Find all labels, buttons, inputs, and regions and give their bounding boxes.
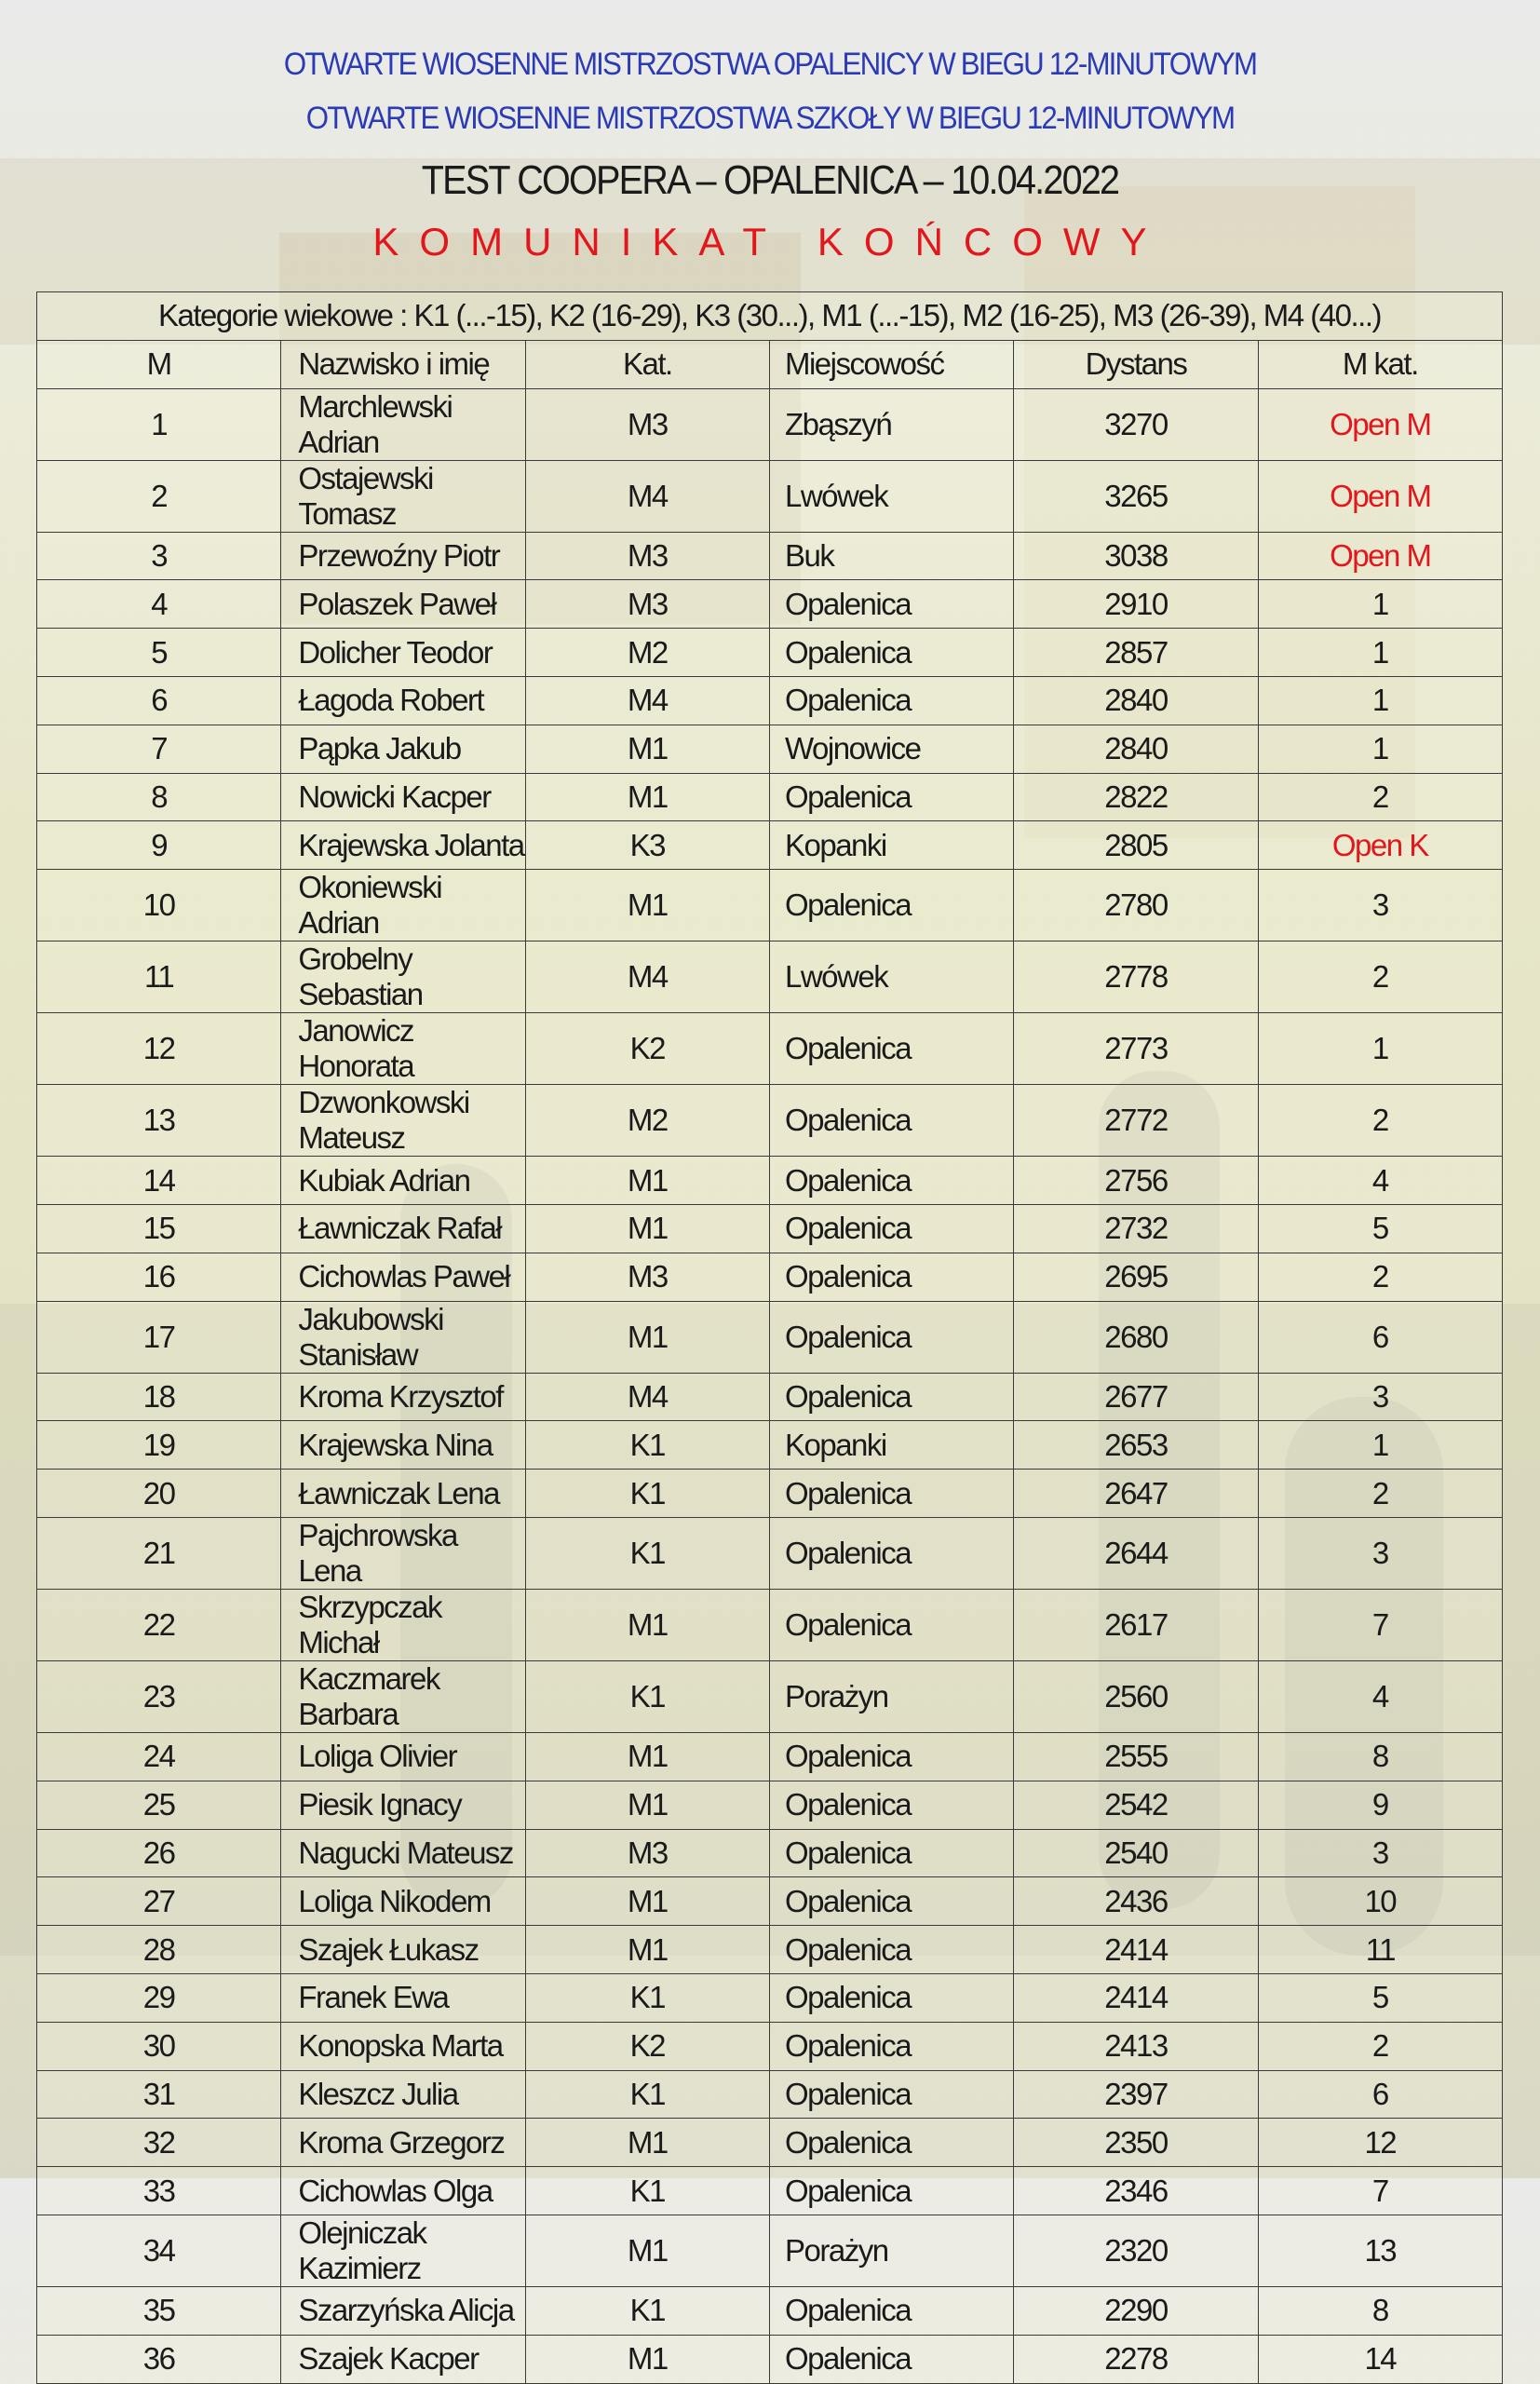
name-cell: Kleszcz Julia — [281, 2070, 525, 2119]
name-cell: Piesik Ignacy — [281, 1781, 525, 1829]
distance-cell: 2677 — [1014, 1373, 1258, 1421]
table-row — [37, 2022, 1503, 2070]
town-cell: Opalenica — [769, 1373, 1013, 1421]
table-row — [37, 2070, 1503, 2119]
town-cell: Opalenica — [769, 629, 1013, 677]
name-cell: Kroma Grzegorz — [281, 2119, 525, 2167]
category-cell: K1 — [525, 1660, 769, 1732]
table-row — [37, 2215, 1503, 2286]
place-cell: 34 — [37, 2215, 281, 2286]
category-place-cell: 4 — [1258, 1157, 1502, 1205]
category-cell: M3 — [525, 580, 769, 629]
category-place-cell: Open K — [1258, 821, 1502, 870]
town-cell: Opalenica — [769, 1732, 1013, 1781]
town-cell: Opalenica — [769, 2119, 1013, 2167]
name-cell: Ławniczak Lena — [281, 1470, 525, 1518]
category-cell: K1 — [525, 1517, 769, 1589]
table-row — [37, 725, 1503, 773]
town-cell: Lwówek — [769, 941, 1013, 1013]
name-cell: Loliga Nikodem — [281, 1877, 525, 1926]
category-place-cell: 14 — [1258, 2335, 1502, 2383]
name-cell: Pajchrowska Lena — [281, 1517, 525, 1589]
town-cell: Opalenica — [769, 1013, 1013, 1085]
town-cell: Opalenica — [769, 2167, 1013, 2215]
distance-cell: 2695 — [1014, 1253, 1258, 1301]
column-header-distance: Dystans — [1014, 340, 1258, 388]
table-row — [37, 1157, 1503, 1205]
category-cell: M1 — [525, 2215, 769, 2286]
name-cell: Grobelny Sebastian — [281, 941, 525, 1013]
name-cell: Szarzyńska Alicja — [281, 2286, 525, 2335]
table-header-row — [37, 340, 1503, 388]
town-cell: Porażyn — [769, 2215, 1013, 2286]
table-row — [37, 773, 1503, 821]
name-cell: Okoniewski Adrian — [281, 870, 525, 941]
place-cell: 21 — [37, 1517, 281, 1589]
category-place-cell: 2 — [1258, 773, 1502, 821]
distance-cell: 2555 — [1014, 1732, 1258, 1781]
table-row — [37, 532, 1503, 580]
category-cell: K1 — [525, 2167, 769, 2215]
column-header-category-place: M kat. — [1258, 340, 1502, 388]
category-cell: K1 — [525, 2286, 769, 2335]
name-cell: Olejniczak Kazimierz — [281, 2215, 525, 2286]
place-cell: 4 — [37, 580, 281, 629]
distance-cell: 2857 — [1014, 629, 1258, 677]
name-cell: Cichowlas Olga — [281, 2167, 525, 2215]
town-cell: Opalenica — [769, 773, 1013, 821]
table-row — [37, 460, 1503, 532]
table-row — [37, 388, 1503, 460]
place-cell: 5 — [37, 629, 281, 677]
town-cell: Porażyn — [769, 1660, 1013, 1732]
distance-cell: 2840 — [1014, 676, 1258, 725]
name-cell: Kubiak Adrian — [281, 1157, 525, 1205]
name-cell: Loliga Olivier — [281, 1732, 525, 1781]
distance-cell: 2680 — [1014, 1301, 1258, 1373]
table-row — [37, 2335, 1503, 2383]
place-cell: 27 — [37, 1877, 281, 1926]
category-cell: M1 — [525, 1926, 769, 1974]
table-row — [37, 1660, 1503, 1732]
name-cell: Polaszek Paweł — [281, 580, 525, 629]
table-row — [37, 1973, 1503, 2022]
town-cell: Opalenica — [769, 1781, 1013, 1829]
table-row — [37, 1470, 1503, 1518]
distance-cell: 2346 — [1014, 2167, 1258, 2215]
place-cell: 9 — [37, 821, 281, 870]
category-place-cell: 6 — [1258, 2070, 1502, 2119]
town-cell: Opalenica — [769, 1589, 1013, 1660]
category-cell: M3 — [525, 532, 769, 580]
name-cell: Janowicz Honorata — [281, 1013, 525, 1085]
town-cell: Opalenica — [769, 1829, 1013, 1877]
category-cell: M1 — [525, 2335, 769, 2383]
town-cell: Kopanki — [769, 821, 1013, 870]
age-categories-note: Kategorie wiekowe : K1 (...-15), K2 (16-29), K3 (30...), M1 (...-15), M2 (16-25), M3 (26-39), M4 (40...) — [37, 292, 1503, 341]
table-row — [37, 870, 1503, 941]
category-place-cell: 5 — [1258, 1204, 1502, 1253]
table-row — [37, 821, 1503, 870]
table-row — [37, 1926, 1503, 1974]
age-categories-row — [37, 292, 1503, 341]
table-row — [37, 2167, 1503, 2215]
category-place-cell: Open M — [1258, 460, 1502, 532]
table-row — [37, 1253, 1503, 1301]
name-cell: Łagoda Robert — [281, 676, 525, 725]
category-place-cell: 1 — [1258, 1013, 1502, 1085]
category-cell: K1 — [525, 1973, 769, 2022]
town-cell: Opalenica — [769, 1253, 1013, 1301]
category-place-cell: 12 — [1258, 2119, 1502, 2167]
place-cell: 26 — [37, 1829, 281, 1877]
category-cell: M4 — [525, 1373, 769, 1421]
event-title-school: OTWARTE WIOSENNE MISTRZOSTWA SZKOŁY W BIEGU 12-MINUTOWYM — [305, 101, 1235, 136]
place-cell: 22 — [37, 1589, 281, 1660]
place-cell: 2 — [37, 460, 281, 532]
town-cell: Zbąszyń — [769, 388, 1013, 460]
category-place-cell: 3 — [1258, 1373, 1502, 1421]
category-cell: M1 — [525, 1781, 769, 1829]
column-header-place: M — [37, 340, 281, 388]
town-cell: Opalenica — [769, 2022, 1013, 2070]
name-cell: Szajek Łukasz — [281, 1926, 525, 1974]
category-place-cell: 10 — [1258, 1877, 1502, 1926]
column-header-town: Miejscowość — [769, 340, 1013, 388]
place-cell: 10 — [37, 870, 281, 941]
category-cell: M1 — [525, 1732, 769, 1781]
distance-cell: 2773 — [1014, 1013, 1258, 1085]
name-cell: Marchlewski Adrian — [281, 388, 525, 460]
distance-cell: 2397 — [1014, 2070, 1258, 2119]
name-cell: Cichowlas Paweł — [281, 1253, 525, 1301]
table-row — [37, 1301, 1503, 1373]
category-place-cell: 2 — [1258, 1253, 1502, 1301]
place-cell: 25 — [37, 1781, 281, 1829]
category-cell: M3 — [525, 1829, 769, 1877]
distance-cell: 3038 — [1014, 532, 1258, 580]
place-cell: 6 — [37, 676, 281, 725]
place-cell: 35 — [37, 2286, 281, 2335]
distance-cell: 2732 — [1014, 1204, 1258, 1253]
name-cell: Nowicki Kacper — [281, 773, 525, 821]
name-cell: Krajewska Jolanta — [281, 821, 525, 870]
category-place-cell: 3 — [1258, 870, 1502, 941]
column-header-category: Kat. — [525, 340, 769, 388]
place-cell: 13 — [37, 1085, 281, 1157]
name-cell: Pąpka Jakub — [281, 725, 525, 773]
table-row — [37, 1421, 1503, 1470]
category-place-cell: 2 — [1258, 2022, 1502, 2070]
column-header-name: Nazwisko i imię — [281, 340, 525, 388]
town-cell: Opalenica — [769, 580, 1013, 629]
place-cell: 15 — [37, 1204, 281, 1253]
category-place-cell: 13 — [1258, 2215, 1502, 2286]
distance-cell: 2617 — [1014, 1589, 1258, 1660]
category-place-cell: 11 — [1258, 1926, 1502, 1974]
place-cell: 36 — [37, 2335, 281, 2383]
category-cell: M1 — [525, 1877, 769, 1926]
place-cell: 20 — [37, 1470, 281, 1518]
category-place-cell: 1 — [1258, 629, 1502, 677]
category-cell: M2 — [525, 1085, 769, 1157]
category-place-cell: 7 — [1258, 2167, 1502, 2215]
distance-cell: 2414 — [1014, 1973, 1258, 2022]
town-cell: Opalenica — [769, 1157, 1013, 1205]
category-cell: K2 — [525, 1013, 769, 1085]
category-place-cell: 3 — [1258, 1829, 1502, 1877]
category-cell: M4 — [525, 941, 769, 1013]
category-cell: K1 — [525, 2070, 769, 2119]
category-cell: K1 — [525, 1470, 769, 1518]
category-place-cell: Open M — [1258, 532, 1502, 580]
category-place-cell: 9 — [1258, 1781, 1502, 1829]
table-row — [37, 629, 1503, 677]
town-cell: Opalenica — [769, 676, 1013, 725]
event-title-town: OTWARTE WIOSENNE MISTRZOSTWA OPALENICY W BIEGU 12-MINUTOWYM — [283, 47, 1257, 82]
place-cell: 32 — [37, 2119, 281, 2167]
category-place-cell: 7 — [1258, 1589, 1502, 1660]
place-cell: 3 — [37, 532, 281, 580]
town-cell: Opalenica — [769, 1470, 1013, 1518]
category-cell: M1 — [525, 870, 769, 941]
place-cell: 31 — [37, 2070, 281, 2119]
name-cell: Ostajewski Tomasz — [281, 460, 525, 532]
town-cell: Lwówek — [769, 460, 1013, 532]
distance-cell: 2414 — [1014, 1926, 1258, 1974]
distance-cell: 2840 — [1014, 725, 1258, 773]
town-cell: Opalenica — [769, 1204, 1013, 1253]
distance-cell: 2778 — [1014, 941, 1258, 1013]
distance-cell: 2805 — [1014, 821, 1258, 870]
name-cell: Konopska Marta — [281, 2022, 525, 2070]
category-place-cell: 4 — [1258, 1660, 1502, 1732]
distance-cell: 2413 — [1014, 2022, 1258, 2070]
distance-cell: 2644 — [1014, 1517, 1258, 1589]
place-cell: 12 — [37, 1013, 281, 1085]
name-cell: Kroma Krzysztof — [281, 1373, 525, 1421]
distance-cell: 2910 — [1014, 580, 1258, 629]
event-subtitle: TEST COOPERA – OPALENICA – 10.04.2022 — [421, 157, 1119, 203]
final-communique-title: KOMUNIKAT KOŃCOWY — [372, 220, 1168, 264]
category-cell: M1 — [525, 1157, 769, 1205]
place-cell: 28 — [37, 1926, 281, 1974]
name-cell: Ławniczak Rafał — [281, 1204, 525, 1253]
table-row — [37, 676, 1503, 725]
place-cell: 17 — [37, 1301, 281, 1373]
distance-cell: 2647 — [1014, 1470, 1258, 1518]
category-place-cell: 2 — [1258, 941, 1502, 1013]
place-cell: 19 — [37, 1421, 281, 1470]
category-place-cell: 2 — [1258, 1470, 1502, 1518]
category-place-cell: 1 — [1258, 725, 1502, 773]
town-cell: Buk — [769, 532, 1013, 580]
category-cell: M1 — [525, 773, 769, 821]
distance-cell: 2756 — [1014, 1157, 1258, 1205]
distance-cell: 2350 — [1014, 2119, 1258, 2167]
document-header — [0, 37, 1540, 270]
name-cell: Dzwonkowski Mateusz — [281, 1085, 525, 1157]
distance-cell: 3270 — [1014, 388, 1258, 460]
category-place-cell: 8 — [1258, 2286, 1502, 2335]
table-row — [37, 1204, 1503, 1253]
town-cell: Wojnowice — [769, 725, 1013, 773]
place-cell: 8 — [37, 773, 281, 821]
category-place-cell: 1 — [1258, 1421, 1502, 1470]
name-cell: Krajewska Nina — [281, 1421, 525, 1470]
category-cell: M1 — [525, 1204, 769, 1253]
category-place-cell: 8 — [1258, 1732, 1502, 1781]
category-place-cell: 1 — [1258, 580, 1502, 629]
category-cell: K1 — [525, 1421, 769, 1470]
category-cell: M3 — [525, 388, 769, 460]
distance-cell: 2320 — [1014, 2215, 1258, 2286]
category-place-cell: 1 — [1258, 676, 1502, 725]
distance-cell: 2542 — [1014, 1781, 1258, 1829]
place-cell: 18 — [37, 1373, 281, 1421]
distance-cell: 2436 — [1014, 1877, 1258, 1926]
town-cell: Opalenica — [769, 2335, 1013, 2383]
category-place-cell: 3 — [1258, 1517, 1502, 1589]
town-cell: Opalenica — [769, 1877, 1013, 1926]
category-cell: M2 — [525, 629, 769, 677]
name-cell: Kaczmarek Barbara — [281, 1660, 525, 1732]
category-place-cell: 5 — [1258, 1973, 1502, 2022]
results-table — [36, 291, 1503, 2384]
name-cell: Franek Ewa — [281, 1973, 525, 2022]
name-cell: Nagucki Mateusz — [281, 1829, 525, 1877]
name-cell: Dolicher Teodor — [281, 629, 525, 677]
table-row — [37, 2286, 1503, 2335]
distance-cell: 2772 — [1014, 1085, 1258, 1157]
place-cell: 14 — [37, 1157, 281, 1205]
place-cell: 1 — [37, 388, 281, 460]
table-row — [37, 1085, 1503, 1157]
distance-cell: 2822 — [1014, 773, 1258, 821]
name-cell: Jakubowski Stanisław — [281, 1301, 525, 1373]
place-cell: 30 — [37, 2022, 281, 2070]
town-cell: Opalenica — [769, 2070, 1013, 2119]
table-row — [37, 1877, 1503, 1926]
town-cell: Opalenica — [769, 1085, 1013, 1157]
distance-cell: 2540 — [1014, 1829, 1258, 1877]
table-row — [37, 1781, 1503, 1829]
category-place-cell: Open M — [1258, 388, 1502, 460]
town-cell: Opalenica — [769, 1926, 1013, 1974]
name-cell: Szajek Kacper — [281, 2335, 525, 2383]
place-cell: 16 — [37, 1253, 281, 1301]
distance-cell: 2290 — [1014, 2286, 1258, 2335]
table-row — [37, 580, 1503, 629]
name-cell: Skrzypczak Michał — [281, 1589, 525, 1660]
category-cell: K3 — [525, 821, 769, 870]
table-row — [37, 1829, 1503, 1877]
category-place-cell: 6 — [1258, 1301, 1502, 1373]
distance-cell: 2278 — [1014, 2335, 1258, 2383]
category-cell: M4 — [525, 460, 769, 532]
category-cell: M1 — [525, 1301, 769, 1373]
place-cell: 7 — [37, 725, 281, 773]
town-cell: Opalenica — [769, 1517, 1013, 1589]
category-place-cell: 2 — [1258, 1085, 1502, 1157]
category-cell: M1 — [525, 725, 769, 773]
category-cell: M4 — [525, 676, 769, 725]
name-cell: Przewoźny Piotr — [281, 532, 525, 580]
distance-cell: 2653 — [1014, 1421, 1258, 1470]
town-cell: Opalenica — [769, 2286, 1013, 2335]
place-cell: 29 — [37, 1973, 281, 2022]
table-row — [37, 941, 1503, 1013]
table-row — [37, 1517, 1503, 1589]
distance-cell: 2780 — [1014, 870, 1258, 941]
table-row — [37, 2119, 1503, 2167]
town-cell: Kopanki — [769, 1421, 1013, 1470]
table-row — [37, 1589, 1503, 1660]
town-cell: Opalenica — [769, 1973, 1013, 2022]
table-row — [37, 1373, 1503, 1421]
category-cell: M1 — [525, 2119, 769, 2167]
category-cell: M1 — [525, 1589, 769, 1660]
place-cell: 23 — [37, 1660, 281, 1732]
category-cell: K2 — [525, 2022, 769, 2070]
place-cell: 11 — [37, 941, 281, 1013]
distance-cell: 2560 — [1014, 1660, 1258, 1732]
distance-cell: 3265 — [1014, 460, 1258, 532]
table-row — [37, 1013, 1503, 1085]
town-cell: Opalenica — [769, 1301, 1013, 1373]
category-cell: M3 — [525, 1253, 769, 1301]
table-row — [37, 1732, 1503, 1781]
place-cell: 24 — [37, 1732, 281, 1781]
town-cell: Opalenica — [769, 870, 1013, 941]
place-cell: 33 — [37, 2167, 281, 2215]
